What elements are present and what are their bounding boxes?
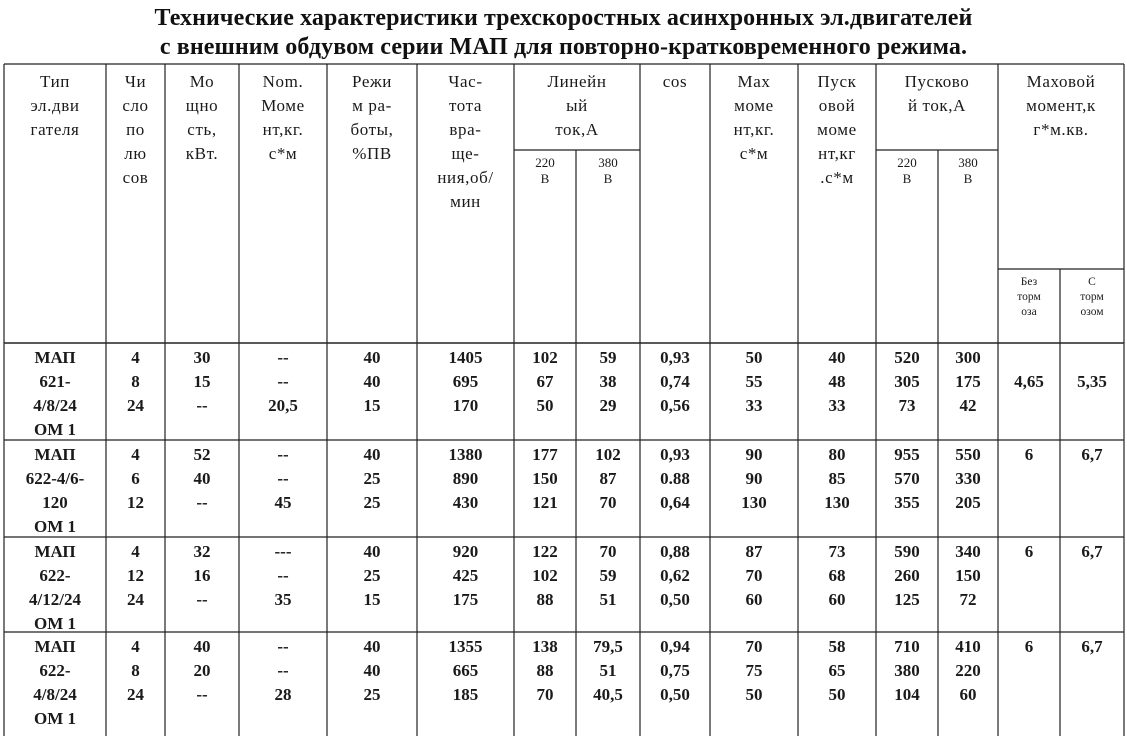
table-row-2-no-brake: 6 xyxy=(1024,445,1034,464)
table-row-1-frequency: 1405 695 170 xyxy=(448,348,483,415)
table-row-3-max-moment: 87 70 60 xyxy=(745,542,763,609)
header-start-current-380: 380 В xyxy=(958,155,978,186)
table-row-3-with-brake: 6,7 xyxy=(1081,542,1103,561)
table-row-2-start-moment: 80 85 130 xyxy=(824,445,850,512)
table-row-4-with-brake: 6,7 xyxy=(1081,637,1103,656)
table-row-1-line-380: 59 38 29 xyxy=(599,348,617,415)
table-row-4-mode: 40 40 25 xyxy=(363,637,381,704)
table-row-4-frequency: 1355 665 185 xyxy=(448,637,483,704)
table-row-2-line-380: 102 87 70 xyxy=(595,445,621,512)
table-row-1-with-brake: 5,35 xyxy=(1077,372,1107,391)
header-poles: Чи сло по лю сов xyxy=(122,72,149,187)
table-row-3-start-380: 340 150 72 xyxy=(955,542,981,609)
table-row-3-power: 32 16 -- xyxy=(193,542,211,609)
table-row-1-start-220: 520 305 73 xyxy=(894,348,920,415)
table-row-3-no-brake: 6 xyxy=(1024,542,1034,561)
table-row-2-max-moment: 90 90 130 xyxy=(741,445,767,512)
table-row-1-line-220: 102 67 50 xyxy=(532,348,558,415)
table-row-4-line-220: 138 88 70 xyxy=(532,637,558,704)
table-row-1-mode: 40 40 15 xyxy=(363,348,381,415)
table-row-2-mode: 40 25 25 xyxy=(363,445,381,512)
table-row-2-start-220: 955 570 355 xyxy=(894,445,920,512)
header-start-current: Пусково й ток,А xyxy=(904,72,970,115)
table-row-1-type: МАП 621- 4/8/24 ОМ 1 xyxy=(33,348,77,439)
table-row-3-mode: 40 25 15 xyxy=(363,542,381,609)
header-power: Мо щно сть, кВт. xyxy=(185,72,219,163)
table-row-2-nom-moment: -- -- 45 xyxy=(274,445,292,512)
header-line-current-220: 220 В xyxy=(535,155,555,186)
table-row-4-type: МАП 622- 4/8/24 ОМ 1 xyxy=(33,637,77,728)
table-row-1-cos: 0,93 0,74 0,56 xyxy=(660,348,690,415)
table-row-2-power: 52 40 -- xyxy=(193,445,211,512)
header-mode: Режи м ра- боты, %ПВ xyxy=(350,72,394,163)
header-line-current: Линейн ый ток,А xyxy=(547,72,607,139)
table-row-1-nom-moment: -- -- 20,5 xyxy=(268,348,298,415)
table-row-4-start-380: 410 220 60 xyxy=(955,637,981,704)
table-row-1-no-brake: 4,65 xyxy=(1014,372,1044,391)
header-frequency: Час- тота вра- ще- ния,об/ мин xyxy=(437,72,494,211)
header-max-moment: Мах моме нт,кг. с*м xyxy=(733,72,775,163)
table-row-1-max-moment: 50 55 33 xyxy=(745,348,763,415)
table-row-4-nom-moment: -- -- 28 xyxy=(274,637,292,704)
table-row-4-start-moment: 58 65 50 xyxy=(828,637,846,704)
table-row-2-start-380: 550 330 205 xyxy=(955,445,981,512)
table-row-1-poles: 4 8 24 xyxy=(127,348,144,415)
table-row-4-poles: 4 8 24 xyxy=(127,637,144,704)
table-row-4-line-380: 79,5 51 40,5 xyxy=(593,637,623,704)
table-row-1-start-moment: 40 48 33 xyxy=(828,348,846,415)
table-row-3-start-moment: 73 68 60 xyxy=(828,542,846,609)
table-row-4-start-220: 710 380 104 xyxy=(894,637,920,704)
table-row-3-line-220: 122 102 88 xyxy=(532,542,558,609)
header-with-brake: С торм озом xyxy=(1080,276,1104,318)
table-row-3-nom-moment: --- -- 35 xyxy=(274,542,292,609)
table-row-2-with-brake: 6,7 xyxy=(1081,445,1103,464)
header-cos: cos xyxy=(662,72,688,91)
table-row-3-type: МАП 622- 4/12/24 ОМ 1 xyxy=(29,542,81,633)
header-flywheel-moment: Маховой момент,к г*м.кв. xyxy=(1026,72,1096,139)
table-row-4-no-brake: 6 xyxy=(1024,637,1034,656)
table-row-4-max-moment: 70 75 50 xyxy=(745,637,763,704)
table-row-2-poles: 4 6 12 xyxy=(127,445,144,512)
table-row-3-cos: 0,88 0,62 0,50 xyxy=(660,542,690,609)
table-row-3-frequency: 920 425 175 xyxy=(452,542,479,609)
table-row-1-start-380: 300 175 42 xyxy=(955,348,981,415)
table-row-3-line-380: 70 59 51 xyxy=(599,542,617,609)
table-row-2-frequency: 1380 890 430 xyxy=(448,445,483,512)
header-type: Тип эл.дви гателя xyxy=(30,72,80,139)
header-nom-moment: Nom. Моме нт,кг. с*м xyxy=(261,72,305,163)
table-row-1-power: 30 15 -- xyxy=(193,348,211,415)
table-row-2-cos: 0,93 0.88 0,64 xyxy=(660,445,690,512)
table-row-2-type: МАП 622-4/6- 120 ОМ 1 xyxy=(25,445,85,536)
table-row-2-line-220: 177 150 121 xyxy=(532,445,558,512)
table-row-3-start-220: 590 260 125 xyxy=(894,542,920,609)
table-row-4-power: 40 20 -- xyxy=(193,637,211,704)
table-title-line-2: с внешним обдувом серии МАП для повторно-кратковременного режима. xyxy=(159,34,968,60)
header-no-brake: Без торм оза xyxy=(1017,276,1041,318)
table-row-4-cos: 0,94 0,75 0,50 xyxy=(660,637,690,704)
header-start-moment: Пуск овой моме нт,кг .с*м xyxy=(817,72,857,187)
table-title-line-1: Технические характеристики трехскоростных асинхронных эл.двигателей xyxy=(154,5,973,31)
header-start-current-220: 220 В xyxy=(897,155,917,186)
table-row-3-poles: 4 12 24 xyxy=(127,542,144,609)
header-line-current-380: 380 В xyxy=(598,155,618,186)
